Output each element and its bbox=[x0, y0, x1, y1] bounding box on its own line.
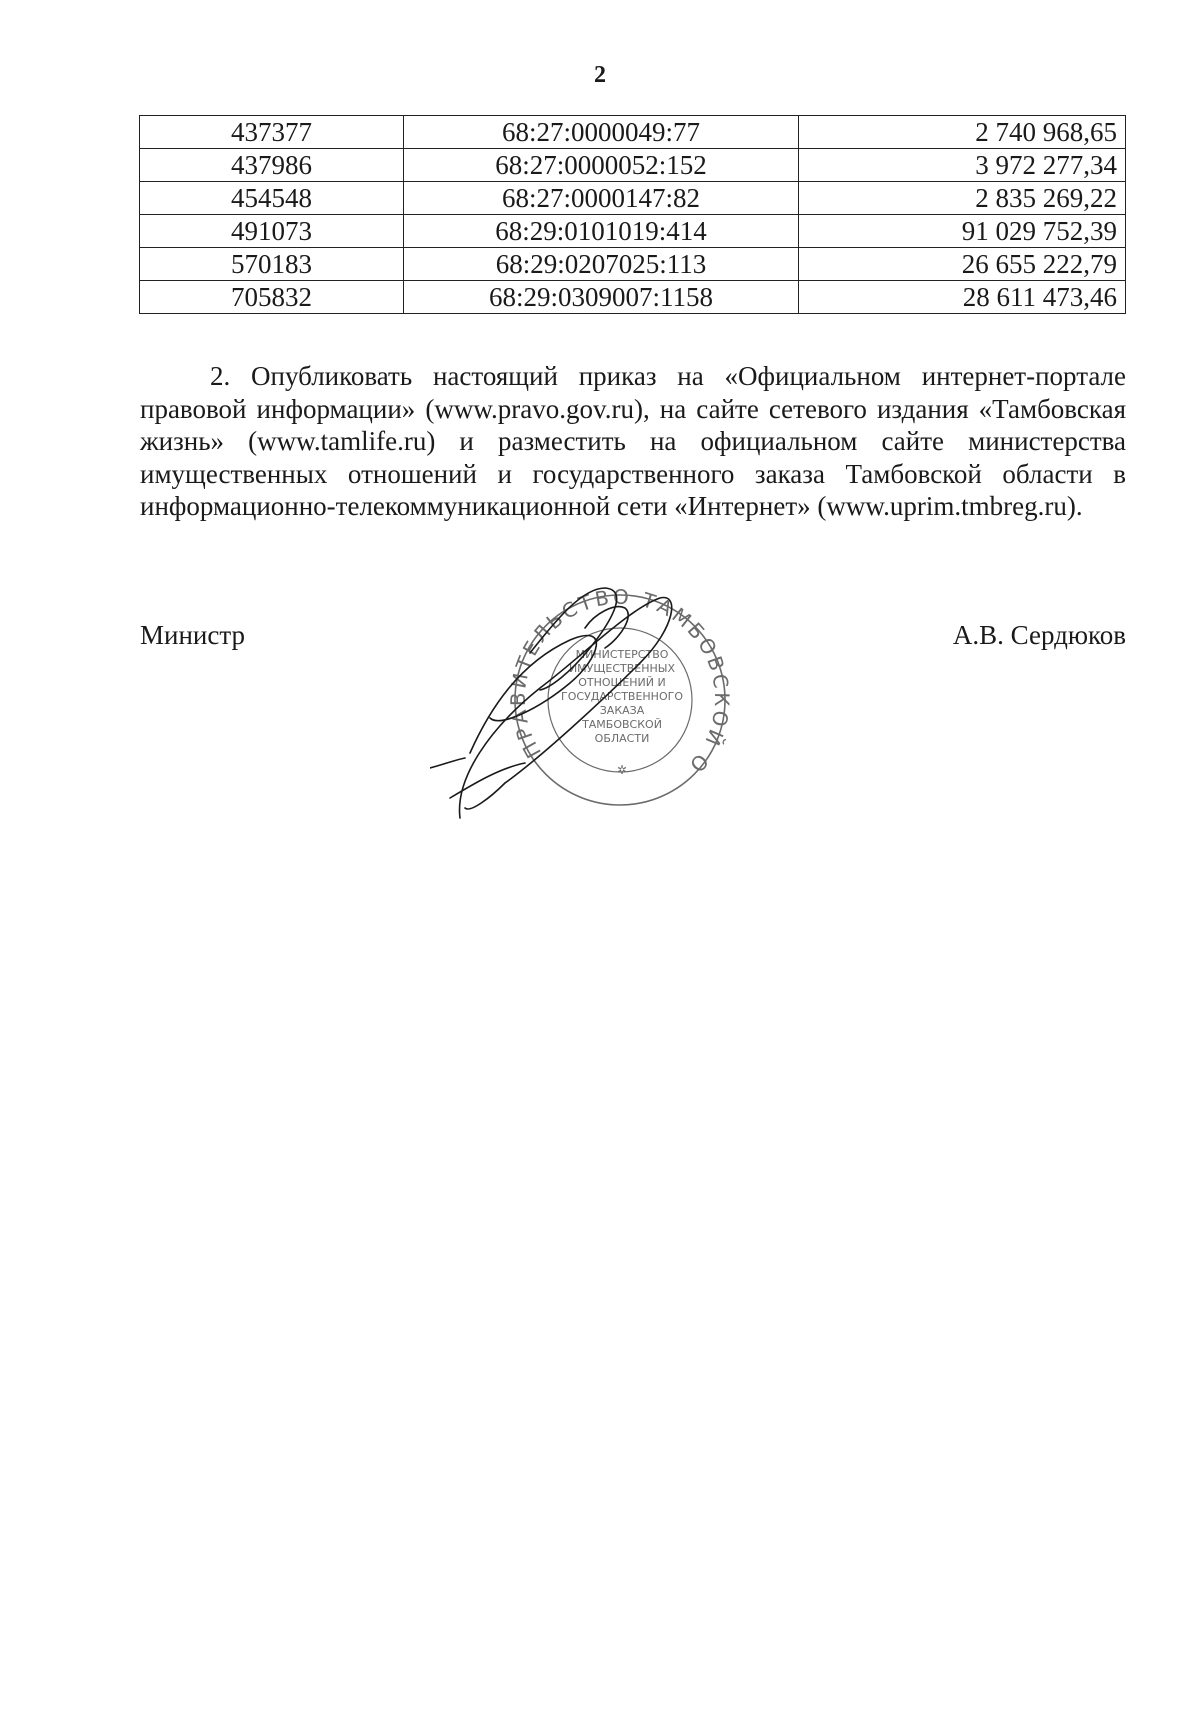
cadastral-value-table bbox=[139, 115, 1126, 314]
stamp-inner-text bbox=[561, 648, 683, 745]
signatory-name: А.В. Сердюков bbox=[952, 620, 1126, 650]
cadastral-number-cell: 68:27:0000052:152 bbox=[404, 149, 799, 182]
table-row bbox=[140, 182, 1126, 215]
svg-text:ИМУЩЕСТВЕННЫХ: ИМУЩЕСТВЕННЫХ bbox=[568, 662, 676, 675]
object-id-cell: 705832 bbox=[140, 281, 404, 314]
object-id-cell: 437986 bbox=[140, 149, 404, 182]
svg-text:ГОСУДАРСТВЕННОГО: ГОСУДАРСТВЕННОГО bbox=[561, 690, 683, 703]
cadastral-number-cell: 68:27:0000049:77 bbox=[404, 116, 799, 149]
object-id-cell: 491073 bbox=[140, 215, 404, 248]
cadastral-value-cell: 3 972 277,34 bbox=[799, 149, 1126, 182]
table-row bbox=[140, 281, 1126, 314]
table-row bbox=[140, 248, 1126, 281]
official-stamp bbox=[430, 568, 734, 805]
svg-text:ЗАКАЗА: ЗАКАЗА bbox=[599, 704, 645, 717]
table-row bbox=[140, 116, 1126, 149]
svg-text:ОБЛАСТИ: ОБЛАСТИ bbox=[594, 732, 650, 745]
table-row bbox=[140, 215, 1126, 248]
cadastral-number-cell: 68:27:0000147:82 bbox=[404, 182, 799, 215]
object-id-cell: 454548 bbox=[140, 182, 404, 215]
cadastral-value-cell: 26 655 222,79 bbox=[799, 248, 1126, 281]
cadastral-value-cell: 2 740 968,65 bbox=[799, 116, 1126, 149]
cadastral-value-cell: 2 835 269,22 bbox=[799, 182, 1126, 215]
stamp-and-signature bbox=[430, 568, 790, 828]
cadastral-number-cell: 68:29:0101019:414 bbox=[404, 215, 799, 248]
cadastral-number-cell: 68:29:0207025:113 bbox=[404, 248, 799, 281]
object-id-cell: 437377 bbox=[140, 116, 404, 149]
stamp-outer-text: ПРАВИТЕЛЬСТВО ТАМБОВСКОЙ О bbox=[505, 584, 735, 780]
svg-text:ОТНОШЕНИЙ И: ОТНОШЕНИЙ И bbox=[578, 676, 666, 689]
stamp-star-icon: ✲ bbox=[616, 763, 628, 777]
page-number: 2 bbox=[594, 62, 606, 88]
object-id-cell: 570183 bbox=[140, 248, 404, 281]
cadastral-value-cell: 91 029 752,39 bbox=[799, 215, 1126, 248]
table-row bbox=[140, 149, 1126, 182]
publication-paragraph: 2. Опубликовать настоящий приказ на «Официальном интернет-портале правовой информации» (www.pravo.gov.ru), на сайте сетевого издания «Тамбовская жизнь» (www.tamlife.ru) и разместить на официальном сайте министерства имущественных отношений и государственного заказа Тамбовской области в информационно-телекоммуникационной сети «Интернет» (www.uprim.tmbreg.ru). bbox=[140, 361, 1126, 521]
svg-text:МИНИСТЕРСТВО: МИНИСТЕРСТВО bbox=[575, 648, 669, 661]
signatory-position: Министр bbox=[140, 620, 245, 650]
cadastral-number-cell: 68:29:0309007:1158 bbox=[404, 281, 799, 314]
svg-text:ТАМБОВСКОЙ: ТАМБОВСКОЙ bbox=[582, 718, 662, 731]
cadastral-value-cell: 28 611 473,46 bbox=[799, 281, 1126, 314]
